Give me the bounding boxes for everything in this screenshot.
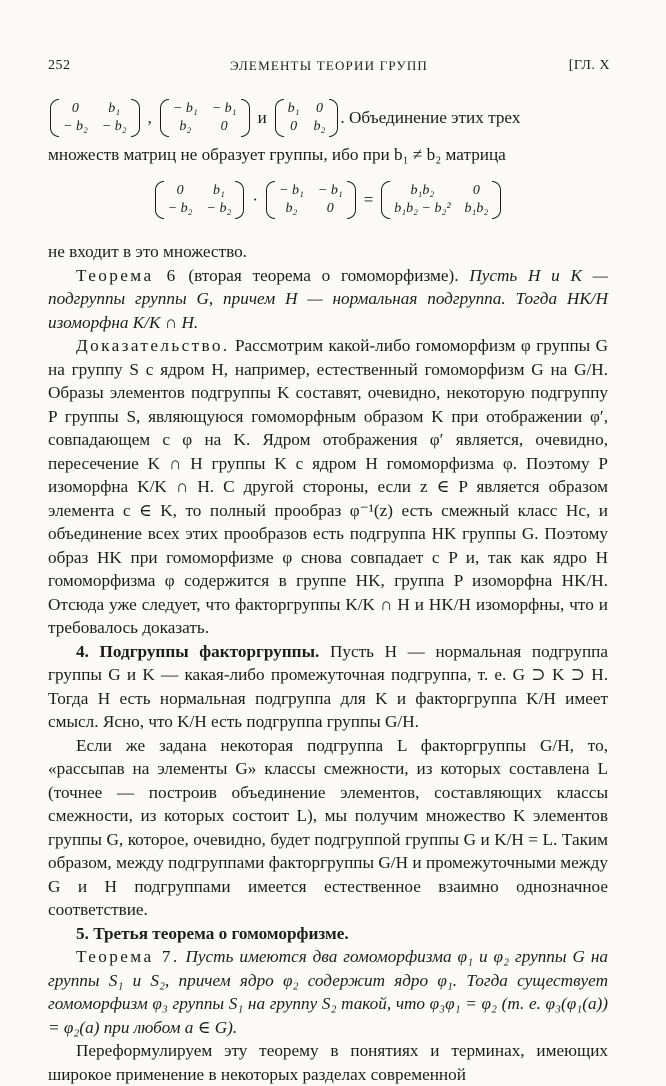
theorem-7: Теорема 7. Пусть имеются два гомоморфизма φ₁ и φ₂ группы G на группы S₁ и S₂, причем ядро φ₂ содержит ядро φ₁. Тогда существует гомоморфизм φ₃ группы S₁ на группу S₂ такой, что φ₃φ₁ = φ₂ (т. е. φ₃(φ₁(a)) = φ₂(a) при любом a ∈ G).	[48, 947, 608, 1037]
product-matrix-2: − b₁ − b₁ b₂ 0	[266, 181, 356, 219]
page-number: 252	[48, 58, 71, 73]
matrix-1: 0 b₁ − b₂ − b₂	[50, 99, 140, 137]
section-4-paragraph: 4. Подгруппы факторгруппы. Пусть H — нормальная подгруппа группы G и K — какая-либо промежуточная подгруппа, т. е. G ⊃ K ⊃ H. Тогда H есть нормальная подгруппа для K и факторгруппа K/H имеет смысл. Ясно, что K/H есть подгруппа группы G/H.	[48, 641, 608, 731]
running-header	[48, 58, 610, 80]
product-matrix-1: 0 b₁ − b₂ − b₂	[155, 181, 245, 219]
theorem-6: Теорема 6 (вторая теорема о гомоморфизме). Пусть H и K — подгруппы группы G, причем H — нормальная подгруппа. Тогда HK/H изоморфна K/K ∩ H.	[48, 265, 609, 332]
matrix-2: − b₁ − b₁ b₂ 0	[160, 99, 250, 137]
section-5-heading: 5. Третья теорема о гомоморфизме.	[76, 923, 349, 943]
paragraph-end-of-previous: не входит в это множество.	[48, 242, 247, 261]
text-line-2: множеств матриц не образует группы, ибо при b₁ ≠ b₂ матрица	[48, 145, 506, 164]
running-title: ЭЛЕМЕНТЫ ТЕОРИИ ГРУПП	[229, 58, 429, 73]
matrices-line-tail: . Объединение этих трех	[340, 108, 521, 127]
subgroup-correspondence-paragraph: Если же задана некоторая подгруппа L факторгруппы G/H, то, «рассыпав на элементы G» классы смежности, из которых составлена L (точнее — построив объединение элементов, составляющих классы смежности, из которых состоит L), мы получим множество K элементов группы G, которое, очевидно, будет подгруппой группы G и K/H = L. Таким образом, между подгруппами факторгруппы G/H и промежуточными между G и H подгруппами имеется естественное взаимно однозначное соответствие.	[48, 735, 608, 919]
chapter-label: [ГЛ. X	[568, 58, 610, 73]
matrices-line: 0 b₁ − b₂ − b₂ , − b₁ − b₁ b₂ 0 и b₁ 0 0 b₂ . Объединение этих трех	[48, 98, 608, 138]
reformulation-paragraph: Переформулируем эту теорему в понятиях и терминах, имеющих широкое применение в некоторых разделах современной	[48, 1041, 608, 1084]
product-result-matrix: b₁b₂ 0 b₁b₂ − b₂² b₁b₂	[381, 181, 501, 219]
product-equation: 0 b₁ − b₂ − b₂ · − b₁ − b₁ b₂ 0 = b₁b₂ 0 b₁b₂ − b₂² b₁b₂	[48, 180, 608, 220]
proof-paragraph: Доказательство. Рассмотрим какой-либо гомоморфизм φ группы G на группу S с ядром H, например, естественный гомоморфизм G на G/H. Образы элементов подгруппы K составят, очевидно, некоторую подгруппу P группы S, являющуюся гомоморфным образом K при отображении φ′, совпадающем с φ на K. Ядром отображения φ′ является, очевидно, пересечение K ∩ H группы K с ядром H гомоморфизма φ. Поэтому P изоморфна K/K ∩ H. С другой стороны, если z ∈ P является образом элемента c ∈ K, то полный прообраз φ⁻¹(z) есть смежный класс Hc, и объединение всех этих прообразов есть подгруппа HK группы G. Поэтому образ HK при гомоморфизме φ снова совпадает с P и, так как ядро H гомоморфизма φ содержится в группе HK, группа P изоморфна HK/H. Отсюда уже следует, что факторгруппы K/K ∩ H и HK/H изоморфны, что и требовалось доказать.	[48, 336, 608, 637]
body-text	[48, 240, 608, 1086]
matrix-3: b₁ 0 0 b₂	[275, 99, 339, 137]
